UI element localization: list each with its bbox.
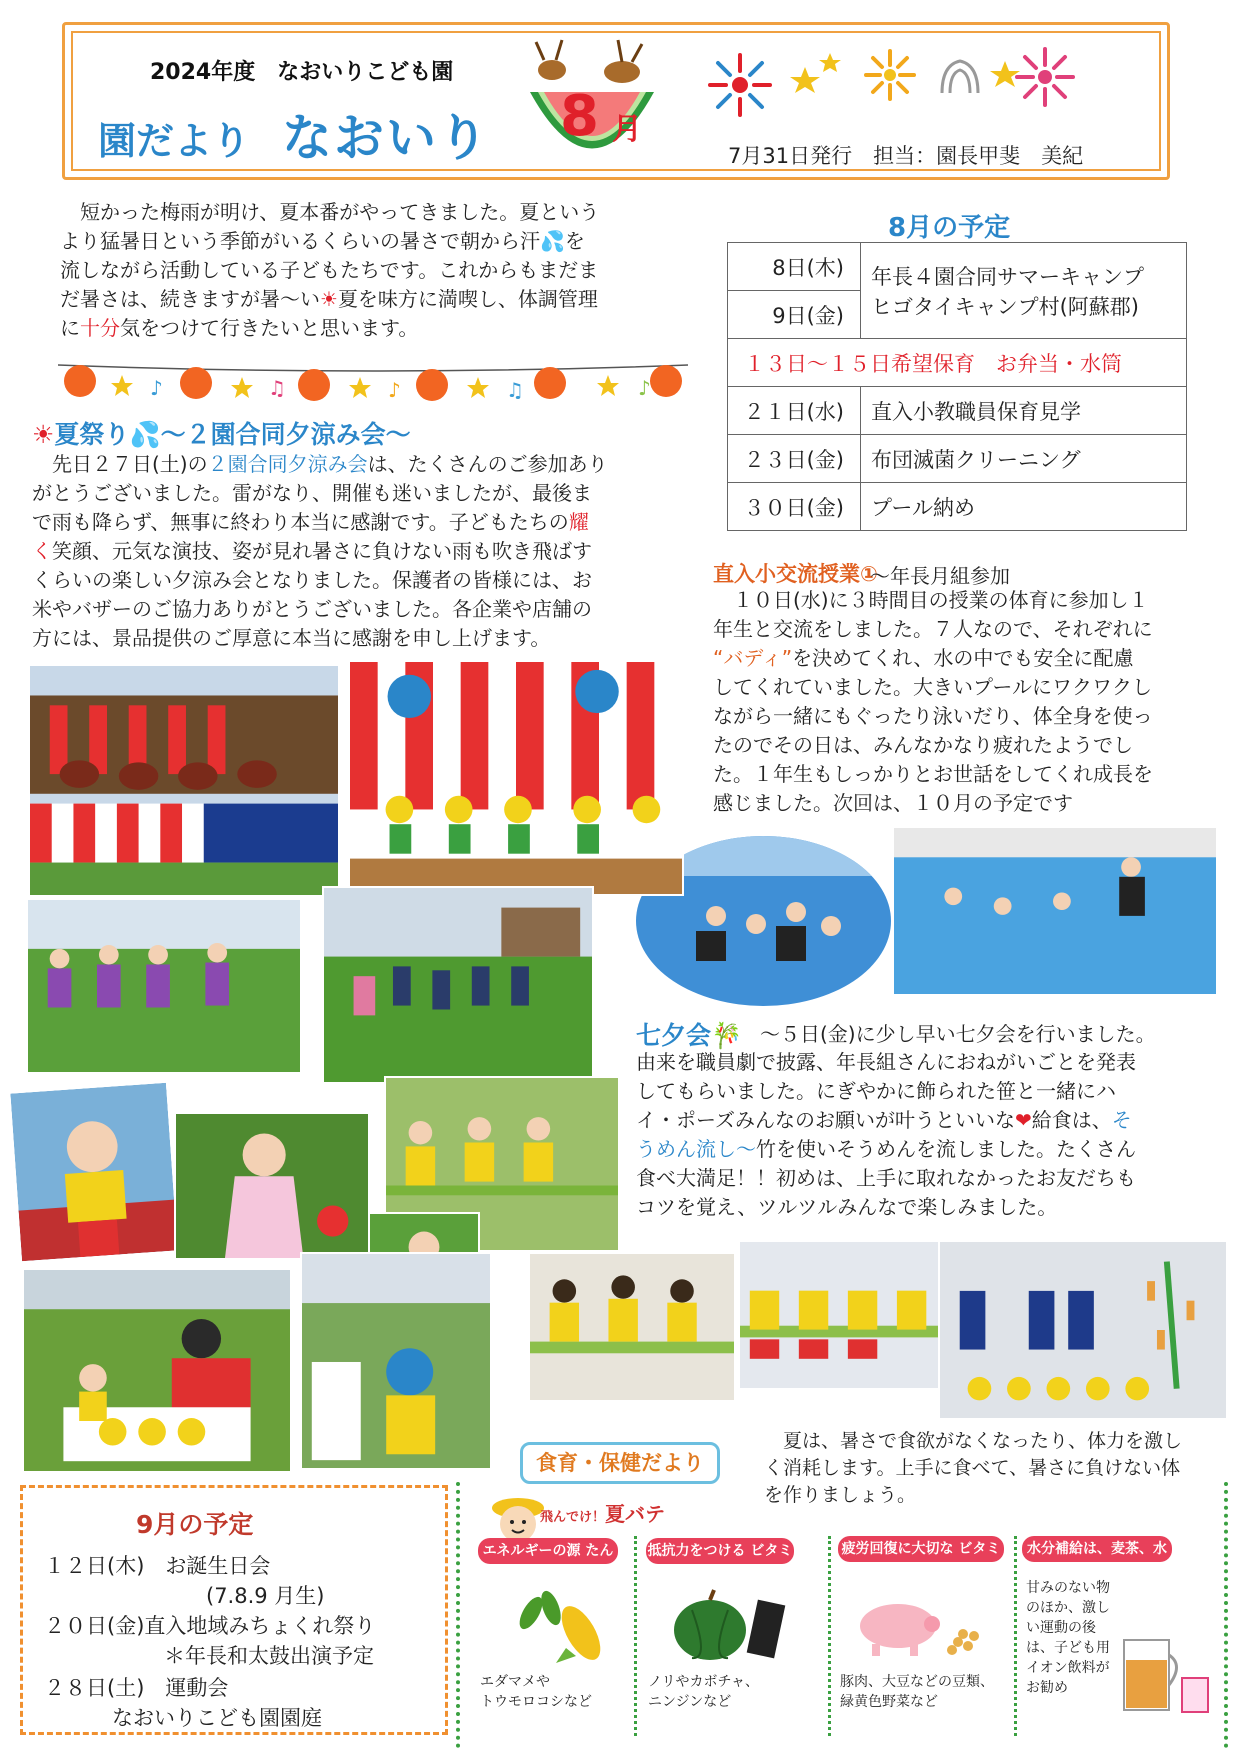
schedule-full-row: １３日〜１５日希望保育 お弁当・水筒 [728,339,1187,387]
festival-line-5: くらいの楽しい夕涼み会となりました。保護者の皆様には、お [32,568,592,592]
festival-photo-dance-2 [322,886,594,1084]
september-line-4: ＊年長和太鼓出演予定 [164,1644,374,1668]
food-health-title: 食育・保健だより [520,1442,720,1484]
svg-text:♪: ♪ [150,376,163,400]
table-row [728,339,1187,387]
tanabata-paragraph [636,1048,1216,1222]
food-caption-hydration: 甘みのない物 のほか、激し い運動の後 は、子ども用 イオン飲料が お勧め [1026,1580,1110,1696]
table-row [728,243,1187,291]
exchange-line: た。１年生もしっかりとお世話をしてくれ成長を [713,762,1153,786]
newsletter-title-a: 園だより [98,119,251,163]
pig-beans-icon [848,1586,988,1666]
intro-line-4: だ暑さは、続きますが暑〜い☀夏を味方に満喫し、体調管理 [60,287,598,311]
festival-photo-mask [300,1252,492,1470]
food-intro-line: を作りましょう。 [764,1484,917,1506]
festival-photo-child-yukata [174,1112,370,1260]
exchange-line: 年生と交流をしました。７人なので、それぞれに [713,617,1153,641]
festival-paragraph [32,450,697,653]
sweat-drop-icon: 💦 [540,229,565,253]
food-divider [1014,1536,1017,1736]
august-schedule-title: 8月の予定 [888,213,1011,243]
exchange-line: ながら一緒にもぐったり泳いだり、体全身を使っ [713,704,1153,728]
bamboo-icon: 🎋 [711,1021,743,1050]
schedule-date: 9日(金) [728,291,861,339]
intro-line-1: 短かった梅雨が明け、夏本番がやってきました。夏という [60,200,600,224]
tanabata-line: してもらいました。にぎやかに飾られた笹と一緒にハ [636,1079,1116,1103]
festival-photo-stage [348,660,684,896]
festival-photo-child-cup [8,1081,180,1264]
edamame-corn-icon [506,1578,616,1668]
tanabata-heading: 七夕会🎋 [636,1021,743,1050]
tanabata-line: コツを覚え、ツルツルみんなで楽しみました。 [636,1195,1058,1219]
food-intro-line: 夏は、暑さで食欲がなくなったり、体力を激し [764,1430,1183,1452]
festival-photo-drums [28,664,340,897]
festival-line-3: で雨も降らず、無事に終わり本当に感謝です。子どもたちの耀 [32,510,589,534]
summer-fatigue-label: 飛んでけ！夏バテ [540,1502,666,1526]
festival-line-6: 米やバザーのご協力ありがとうございました。各企業や店舗の [32,597,592,621]
festival-photo-game [22,1268,292,1473]
august-schedule-table [727,242,1187,531]
pool-photo-2 [892,826,1218,996]
tanabata-line: 食べ大満足！！初めは、上手に取れなかったお友だちも [636,1166,1136,1190]
tanabata-line-1: 〜５日(金)に少し早い七夕会を行いました。 [760,1022,1156,1046]
svg-text:♫: ♫ [268,376,286,400]
splash-icon: 💦 [129,420,161,449]
schedule-event: 布団滅菌クリーニング [861,435,1187,483]
tanabata-photo-somen-1 [528,1252,736,1402]
exchange-line: “バディ”を決めてくれ、水の中でも安全に配慮 [713,646,1134,670]
food-caption-vitamin-b1: 豚肉、大豆などの豆類、 緑黄色野菜など [840,1674,994,1710]
september-line-2: (7.8.9 月生) [206,1584,325,1608]
heart-icon: ❤ [1015,1108,1032,1132]
food-tag-protein: エネルギーの源 たんぱく質 [478,1538,618,1564]
food-tag-vitamin-a: 抵抗力をつける ビタミンA [646,1538,794,1564]
schedule-event: 直入小教職員保育見学 [861,387,1187,435]
exchange-line: たのでその日は、みんなかなり疲れたようでし [713,733,1133,757]
food-tag-vitamin-b1: 疲労回復に大切な ビタミンB1 [838,1536,1004,1562]
sun-icon: ☀ [32,420,55,449]
festival-line-1: 先日２７日(土)の２園合同夕涼み会は、たくさんのご参加あり [32,452,608,476]
exchange-line: してくれていました。大きいプールにワクワクし [713,675,1152,699]
issue-date-line: 7月31日発行 担当：園長甲斐 美紀 [728,144,1084,168]
intro-paragraph [60,198,680,343]
festival-heading: ☀夏祭り💦〜２園合同夕涼み会〜 [32,420,411,449]
food-divider [828,1536,831,1736]
lantern-garland-icon [58,355,688,410]
month-number: 8 [560,84,599,149]
food-intro-line: く消耗します。上手に食べて、暑さに負けない体 [764,1457,1181,1479]
schedule-event: プール納め [861,483,1187,531]
schedule-event: 年長４園合同サマーキャンプ ヒゴタイキャンプ村(阿蘇郡) [861,243,1187,339]
exchange-line: 感じました。次回は、１０月の予定です [713,791,1073,815]
newsletter-title-b: なおいり [282,109,490,167]
festival-line-2: がとうございました。雷がなり、開催も迷いましたが、最後ま [32,481,592,505]
tanabata-line: イ・ポーズみんなのお願いが叶うといいな❤給食は、そ [636,1108,1132,1132]
exchange-class-subheading: 〜年長月組参加 [870,564,1010,588]
table-row [728,387,1187,435]
fireworks-decoration-icon [700,45,1080,125]
schedule-date: ３０日(金) [728,483,861,531]
pumpkin-nori-icon [670,1580,790,1670]
festival-photo-dance-1 [26,898,302,1074]
svg-text:♪: ♪ [388,378,401,402]
schedule-date: ２３日(金) [728,435,861,483]
september-line-1: １２日(木) お誕生日会 [44,1554,271,1578]
exchange-line: １０日(水)に３時間目の授業の体育に参加し１ [713,588,1149,612]
festival-line-4: く笑顔、元気な演技、姿が見れ暑さに負けない雨も吹き飛ばす [32,539,592,563]
svg-text:♪: ♪ [638,376,651,400]
sun-icon: ☀ [320,287,338,311]
table-row [728,483,1187,531]
food-tag-hydration: 水分補給は、麦茶、水 [1022,1536,1172,1562]
table-row [728,435,1187,483]
festival-line-7: 方には、景品提供のご厚意に本当に感謝を申し上げます。 [32,626,551,650]
september-line-6: なおいりこども園園庭 [112,1706,322,1730]
tanabata-photo-somen-2 [738,1240,944,1390]
school-line: 2024年度 なおいりこども園 [150,60,454,85]
intro-line-2: より猛暑日という季節がいるくらいの暑さで朝から汗💦を [60,229,585,253]
tanabata-line: 由来を職員劇で披露、年長組さんにおねがいごとを発表 [636,1050,1136,1074]
september-line-5: ２８日(土) 運動会 [44,1676,229,1700]
september-line-3: ２０日(金)直入地域みちょくれ祭り [44,1614,376,1638]
food-health-intro [764,1428,1219,1509]
food-caption-vitamin-a: ノリやカボチャ、 ニンジンなど [648,1674,760,1710]
schedule-date: ２１日(水) [728,387,861,435]
svg-text:♫: ♫ [506,378,524,402]
tea-pitcher-icon [1114,1620,1214,1720]
intro-line-5: に十分気をつけて行きたいと思います。 [60,316,419,340]
food-divider [634,1536,637,1736]
exchange-class-heading: 直入小交流授業① [713,562,878,586]
tanabata-photo-stage [938,1240,1228,1420]
exchange-class-paragraph [713,586,1203,818]
month-unit: 月 [612,112,642,147]
schedule-date: 8日(木) [728,243,861,291]
tanabata-line: うめん流し〜竹を使いそうめんを流しました。たくさん [636,1137,1136,1161]
september-schedule-title: 9月の予定 [136,1510,254,1539]
intro-line-3: 流しながら活動している子どもたちです。これからもまだま [60,258,599,282]
food-caption-protein: エダマメや トウモロコシなど [480,1674,592,1710]
